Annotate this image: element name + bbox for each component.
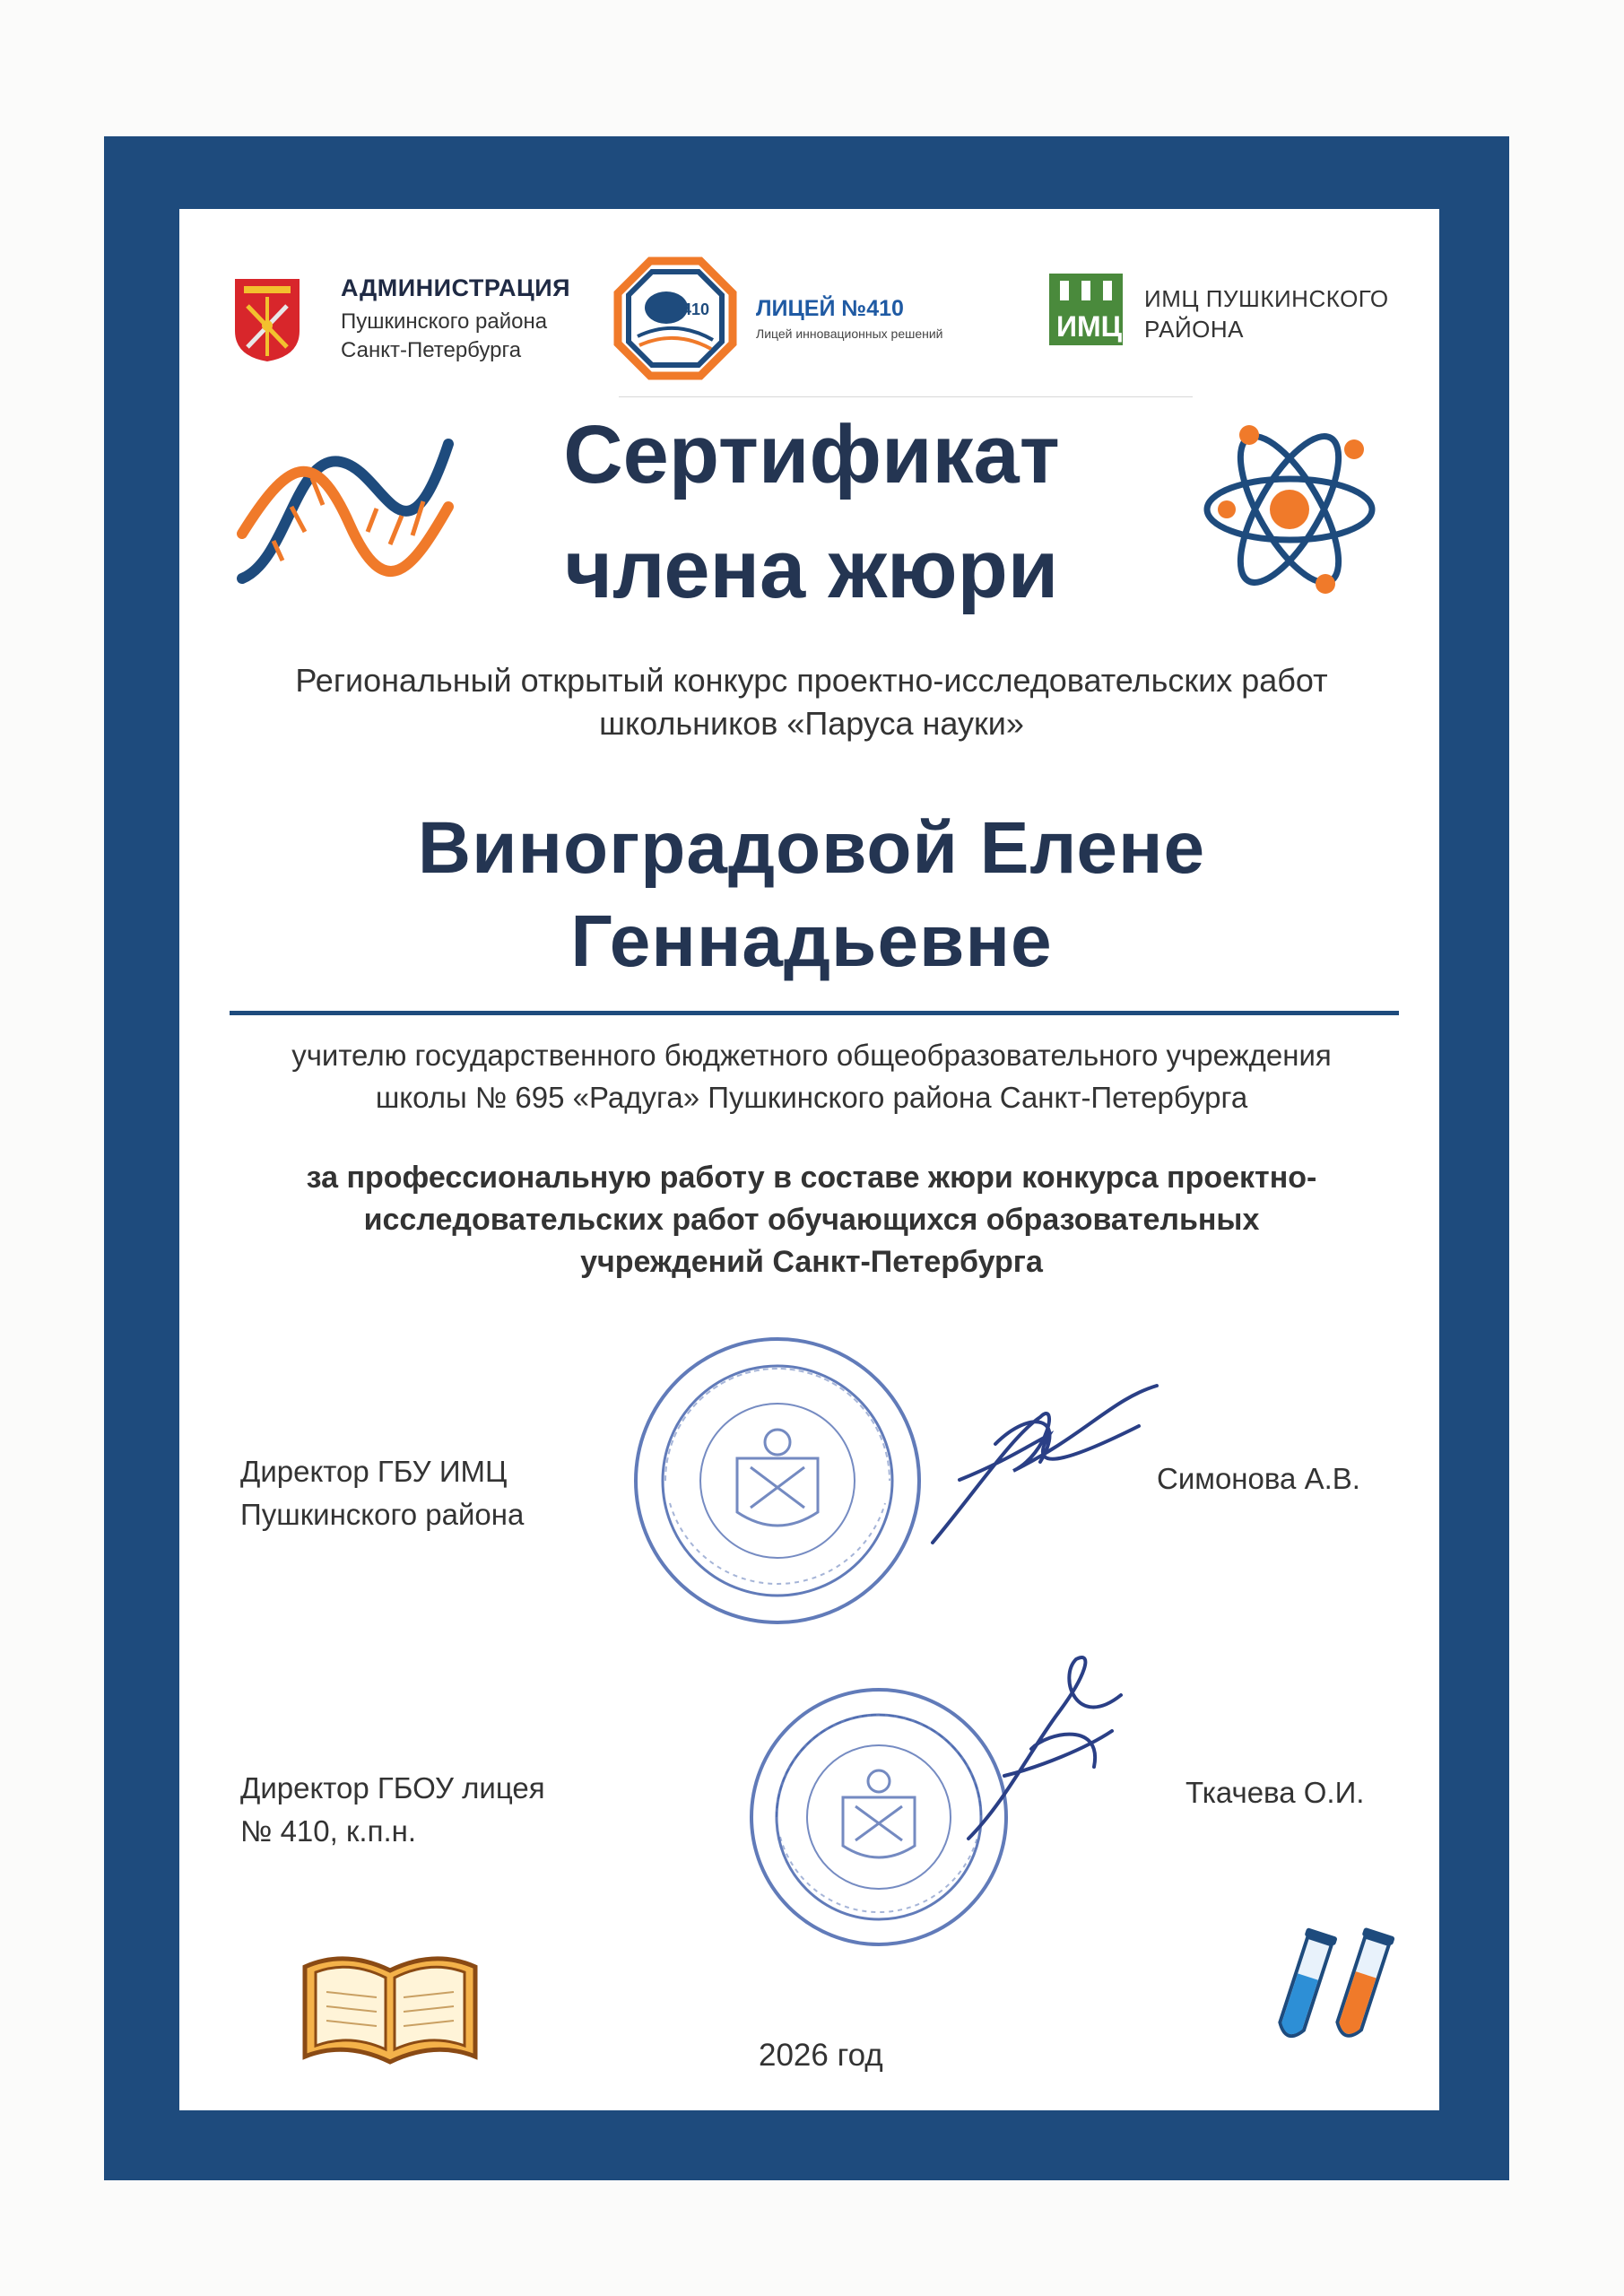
signature-1-image	[906, 1381, 1175, 1552]
reason-line3: учреждений Санкт-Петербурга	[580, 1245, 1043, 1279]
recipient-name	[224, 802, 1399, 988]
svg-text:ИМЦ: ИМЦ	[1056, 310, 1123, 343]
recipient-position	[224, 1034, 1399, 1118]
recipient-line1: Виноградовой Елене	[417, 807, 1206, 889]
certificate-year: 2026 год	[759, 2038, 883, 2073]
contest-line2: школьников «Паруса науки»	[599, 705, 1024, 742]
signatory-2-name: Ткачева О.И.	[1185, 1776, 1365, 1809]
position-line2: школы № 695 «Радуга» Пушкинского района Санкт-Петербурга	[375, 1081, 1248, 1114]
stamp-1-image	[630, 1333, 925, 1629]
header-divider	[619, 396, 1193, 397]
certificate-title-line2: члена жюри	[564, 524, 1059, 615]
reason-line1: за профессиональную работу в составе жюри конкурса проектно-	[306, 1161, 1317, 1195]
lyceum-logo-number: 410	[682, 300, 710, 318]
name-underline	[230, 1011, 1399, 1015]
imc-building-logo	[1047, 272, 1125, 347]
position-line1: учителю государственного бюджетного общеобразовательного учреждения	[291, 1039, 1332, 1072]
contest-description	[224, 659, 1399, 745]
imc-line1: ИМЦ ПУШКИНСКОГО	[1144, 285, 1389, 312]
signatory-1-role	[240, 1450, 524, 1536]
certificate-title-line1: Сертификат	[563, 409, 1060, 500]
lyceum-title: ЛИЦЕЙ №410	[756, 296, 904, 321]
administration-line2: Санкт-Петербурга	[341, 338, 522, 362]
lyceum-subtitle: Лицей инновационных решений	[756, 326, 943, 341]
test-tubes-icon	[1263, 1922, 1406, 2057]
signatory-1-name: Симонова А.В.	[1157, 1462, 1360, 1495]
signatory-2-role-line1: Директор ГБОУ лицея	[240, 1771, 545, 1805]
imc-line2: РАЙОНА	[1144, 316, 1244, 343]
open-book-icon	[296, 1940, 484, 2074]
administration-line1: Пушкинского района	[341, 309, 548, 334]
spb-coat-of-arms-icon	[231, 275, 303, 363]
signatory-1-role-line1: Директор ГБУ ИМЦ	[240, 1455, 508, 1488]
administration-title: АДМИНИСТРАЦИЯ	[341, 274, 571, 301]
imc-title	[1144, 283, 1389, 344]
administration-subtitle	[341, 308, 547, 365]
signatory-1-role-line2: Пушкинского района	[240, 1498, 525, 1531]
recipient-line2: Геннадьевне	[570, 900, 1053, 982]
signatory-2-role	[240, 1767, 545, 1853]
reason-line2: исследовательских работ обучающихся образовательных	[363, 1203, 1260, 1237]
lyceum-410-octagon-logo	[612, 256, 738, 381]
signatory-2-role-line2: № 410, к.п.н.	[240, 1814, 417, 1848]
signature-2-image	[951, 1641, 1130, 1848]
award-reason	[224, 1157, 1399, 1283]
contest-line1: Региональный открытый конкурс проектно-исследовательских работ	[295, 662, 1328, 699]
